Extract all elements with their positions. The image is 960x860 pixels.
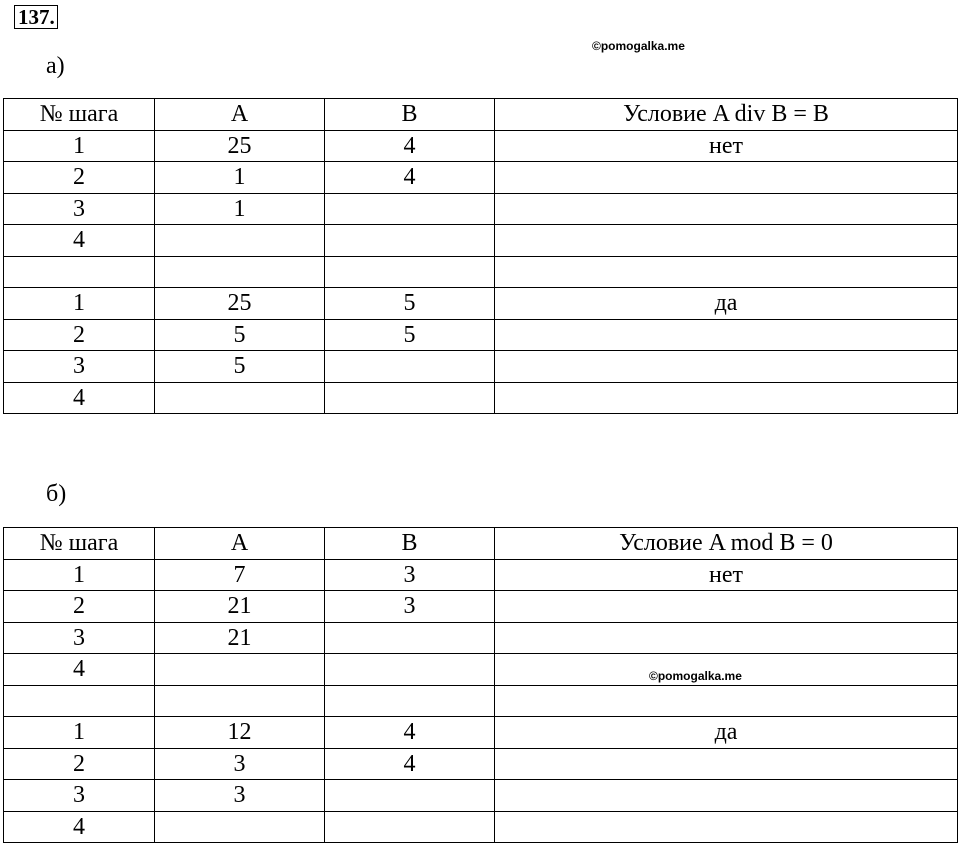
header-row	[4, 528, 958, 560]
table-cell: 4	[4, 654, 155, 686]
table-row	[4, 130, 958, 162]
table-cell	[495, 162, 958, 194]
watermark-top: ©pomogalka.me	[592, 39, 685, 53]
table-cell	[325, 225, 495, 257]
table-cell: 1	[4, 288, 155, 320]
table-cell	[495, 382, 958, 414]
table-cell	[325, 811, 495, 843]
table-cell	[325, 780, 495, 812]
table-cell: 1	[4, 559, 155, 591]
table-cell: 2	[4, 319, 155, 351]
table-cell: 3	[4, 780, 155, 812]
table-row	[4, 717, 958, 749]
table-cell: 5	[155, 351, 325, 383]
table-cell: 1	[155, 193, 325, 225]
table-row	[4, 319, 958, 351]
table-row	[4, 382, 958, 414]
section-label-b: б)	[46, 481, 67, 507]
table-cell: нет	[495, 130, 958, 162]
table-cell: 1	[4, 717, 155, 749]
table-cell: 4	[325, 162, 495, 194]
table-cell: 12	[155, 717, 325, 749]
table-row	[4, 288, 958, 320]
table-row	[4, 591, 958, 623]
table-cell: 2	[4, 748, 155, 780]
table-row	[4, 225, 958, 257]
column-header: A	[155, 99, 325, 131]
table-cell: 4	[325, 130, 495, 162]
table-row	[4, 622, 958, 654]
problem-number: 137.	[14, 5, 58, 29]
table-cell	[495, 591, 958, 623]
table-cell: 4	[4, 811, 155, 843]
table-cell: 7	[155, 559, 325, 591]
table-cell	[155, 256, 325, 288]
table-cell	[155, 654, 325, 686]
table-row	[4, 559, 958, 591]
table-row	[4, 351, 958, 383]
table-row	[4, 780, 958, 812]
table-cell: 3	[155, 780, 325, 812]
table-cell	[155, 685, 325, 717]
table-cell	[325, 382, 495, 414]
table-row	[4, 654, 958, 686]
table-cell	[325, 685, 495, 717]
table-cell	[155, 225, 325, 257]
header-row	[4, 99, 958, 131]
column-header: № шага	[4, 99, 155, 131]
table-row	[4, 685, 958, 717]
column-header: № шага	[4, 528, 155, 560]
table-cell: да	[495, 288, 958, 320]
table-cell	[155, 811, 325, 843]
table-row	[4, 193, 958, 225]
table-cell: 21	[155, 591, 325, 623]
table-cell: 5	[325, 288, 495, 320]
watermark-bottom: ©pomogalka.me	[649, 669, 742, 683]
table-cell	[155, 382, 325, 414]
table-row	[4, 748, 958, 780]
column-header: B	[325, 99, 495, 131]
table-cell	[495, 351, 958, 383]
table-cell	[4, 256, 155, 288]
table-cell: 2	[4, 162, 155, 194]
table-cell	[495, 685, 958, 717]
table-cell: 5	[155, 319, 325, 351]
table-cell: 1	[4, 130, 155, 162]
table-cell: 4	[4, 225, 155, 257]
table-cell: 4	[325, 717, 495, 749]
trace-table-a	[3, 98, 958, 414]
table-cell: нет	[495, 559, 958, 591]
table-cell: 25	[155, 288, 325, 320]
table-row	[4, 811, 958, 843]
column-header: Условие A div B = B	[495, 99, 958, 131]
column-header: B	[325, 528, 495, 560]
table-cell	[495, 622, 958, 654]
column-header: Условие A mod B = 0	[495, 528, 958, 560]
table-cell: 3	[4, 351, 155, 383]
table-cell	[325, 654, 495, 686]
table-cell: 2	[4, 591, 155, 623]
table-cell: 4	[325, 748, 495, 780]
table-cell	[495, 748, 958, 780]
table-row	[4, 162, 958, 194]
table-cell: 25	[155, 130, 325, 162]
table-cell	[495, 780, 958, 812]
table-cell	[325, 256, 495, 288]
table-cell: 3	[4, 622, 155, 654]
table-cell: 3	[325, 559, 495, 591]
table-cell: 21	[155, 622, 325, 654]
table-cell	[4, 685, 155, 717]
table-cell: 3	[325, 591, 495, 623]
table-cell	[325, 193, 495, 225]
table-cell	[325, 351, 495, 383]
table-cell	[325, 622, 495, 654]
trace-table-b	[3, 527, 958, 843]
table-cell: 1	[155, 162, 325, 194]
table-cell	[495, 193, 958, 225]
table-cell	[495, 811, 958, 843]
column-header: A	[155, 528, 325, 560]
table-cell	[495, 256, 958, 288]
table-cell	[495, 225, 958, 257]
table-cell: 5	[325, 319, 495, 351]
table-cell: 4	[4, 382, 155, 414]
table-row	[4, 256, 958, 288]
table-cell: 3	[4, 193, 155, 225]
section-label-a: а)	[46, 53, 65, 79]
table-cell	[495, 319, 958, 351]
table-cell: 3	[155, 748, 325, 780]
table-cell: да	[495, 717, 958, 749]
